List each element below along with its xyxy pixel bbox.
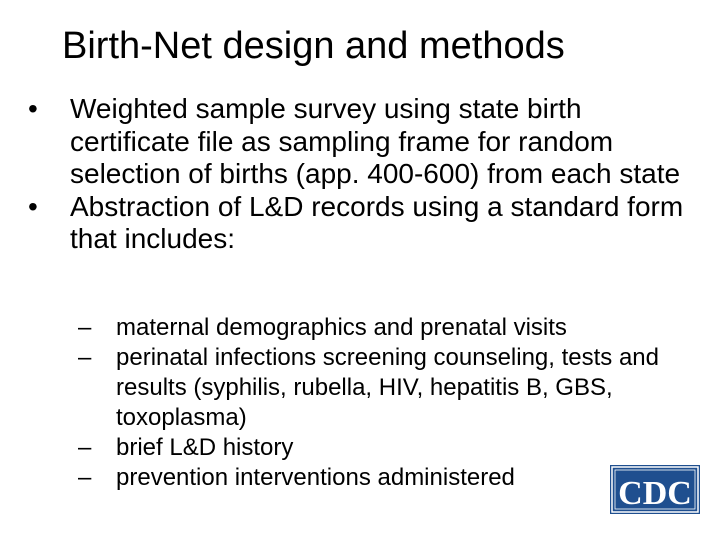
- bullet-marker: •: [28, 93, 38, 124]
- sub-bullet-marker: –: [78, 434, 92, 461]
- bullet-marker: •: [28, 190, 38, 222]
- sub-bullet-item: [78, 433, 708, 463]
- bullet-text: Abstraction of L&D records using a standard form that includes:: [70, 190, 684, 254]
- bullet-item: [28, 93, 708, 191]
- sub-bullet-marker: –: [78, 314, 92, 341]
- sub-bullet-item: [78, 313, 708, 343]
- sub-bullet-text: maternal demographics and prenatal visits: [116, 314, 567, 341]
- sub-bullet-marker: –: [78, 344, 92, 371]
- sub-bullet-text: prevention interventions administered: [116, 464, 515, 491]
- bullet-list: [28, 93, 708, 256]
- sub-bullet-text: brief L&D history: [116, 434, 294, 461]
- bullet-text: Weighted sample survey using state birth certificate file as sampling frame for random selection of births (app. 400-600) from each state: [70, 93, 681, 189]
- sub-bullet-marker: –: [78, 464, 92, 491]
- slide-title: Birth-Net design and methods: [62, 25, 565, 67]
- cdc-logo-text: CDC: [618, 475, 692, 512]
- sub-bullet-text: perinatal infections screening counseling, tests and results (syphilis, rubella, HIV, hepatitis B, GBS, toxoplasma): [116, 344, 659, 431]
- sub-bullet-item: [78, 343, 708, 433]
- cdc-logo-icon: [610, 465, 700, 514]
- bullet-item: [28, 191, 708, 256]
